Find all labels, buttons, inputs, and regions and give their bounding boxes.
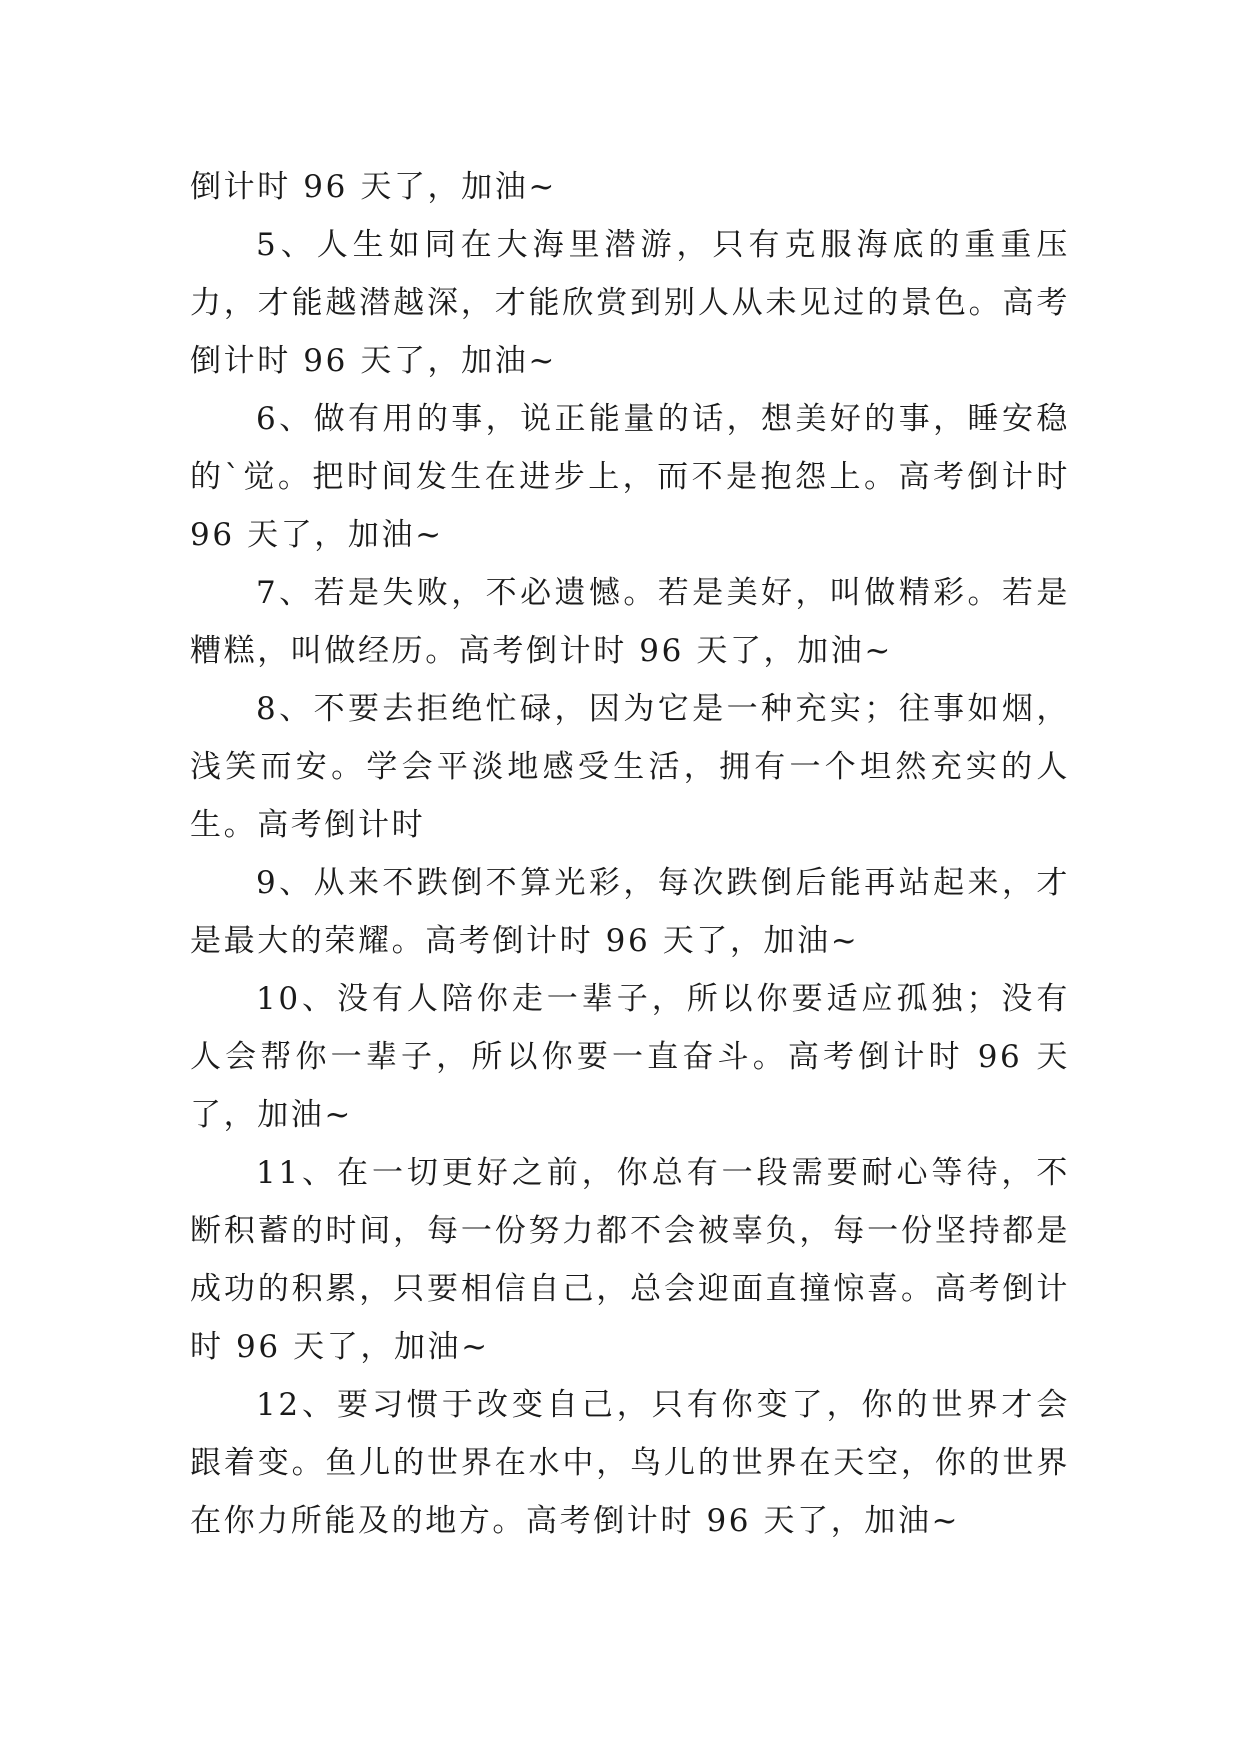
paragraph-item-12: 12、要习惯于改变自己，只有你变了，你的世界才会跟着变。鱼儿的世界在水中，鸟儿的世界在天空，你的世界在你力所能及的地方。高考倒计时 96 天了，加油~	[190, 1387, 1070, 1539]
paragraph-item-8: 8、不要去拒绝忙碌，因为它是一种充实；往事如烟，浅笑而安。学会平淡地感受生活，拥有一个坦然充实的人生。高考倒计时	[190, 691, 1070, 843]
paragraph-item-7: 7、若是失败，不必遗憾。若是美好，叫做精彩。若是糟糕，叫做经历。高考倒计时 96 天了，加油~	[190, 575, 1070, 669]
paragraph-item-10: 10、没有人陪你走一辈子，所以你要适应孤独；没有人会帮你一辈子，所以你要一直奋斗。高考倒计时 96 天了，加油~	[190, 981, 1070, 1133]
paragraph-item-9: 9、从来不跌倒不算光彩，每次跌倒后能再站起来，才是最大的荣耀。高考倒计时 96 天了，加油~	[190, 865, 1070, 959]
paragraph-item-6: 6、做有用的事，说正能量的话，想美好的事，睡安稳的`觉。把时间发生在进步上，而不是抱怨上。高考倒计时 96 天了，加油~	[190, 401, 1070, 553]
paragraph-item-11: 11、在一切更好之前，你总有一段需要耐心等待，不断积蓄的时间，每一份努力都不会被辜负，每一份坚持都是成功的积累，只要相信自己，总会迎面直撞惊喜。高考倒计时 96 天了，加油~	[190, 1155, 1070, 1365]
document-page	[190, 158, 1070, 1550]
paragraph-item-5: 5、人生如同在大海里潜游，只有克服海底的重重压力，才能越潜越深，才能欣赏到别人从未见过的景色。高考倒计时 96 天了，加油~	[190, 227, 1070, 379]
paragraph-continuation: 倒计时 96 天了，加油~	[190, 169, 557, 205]
